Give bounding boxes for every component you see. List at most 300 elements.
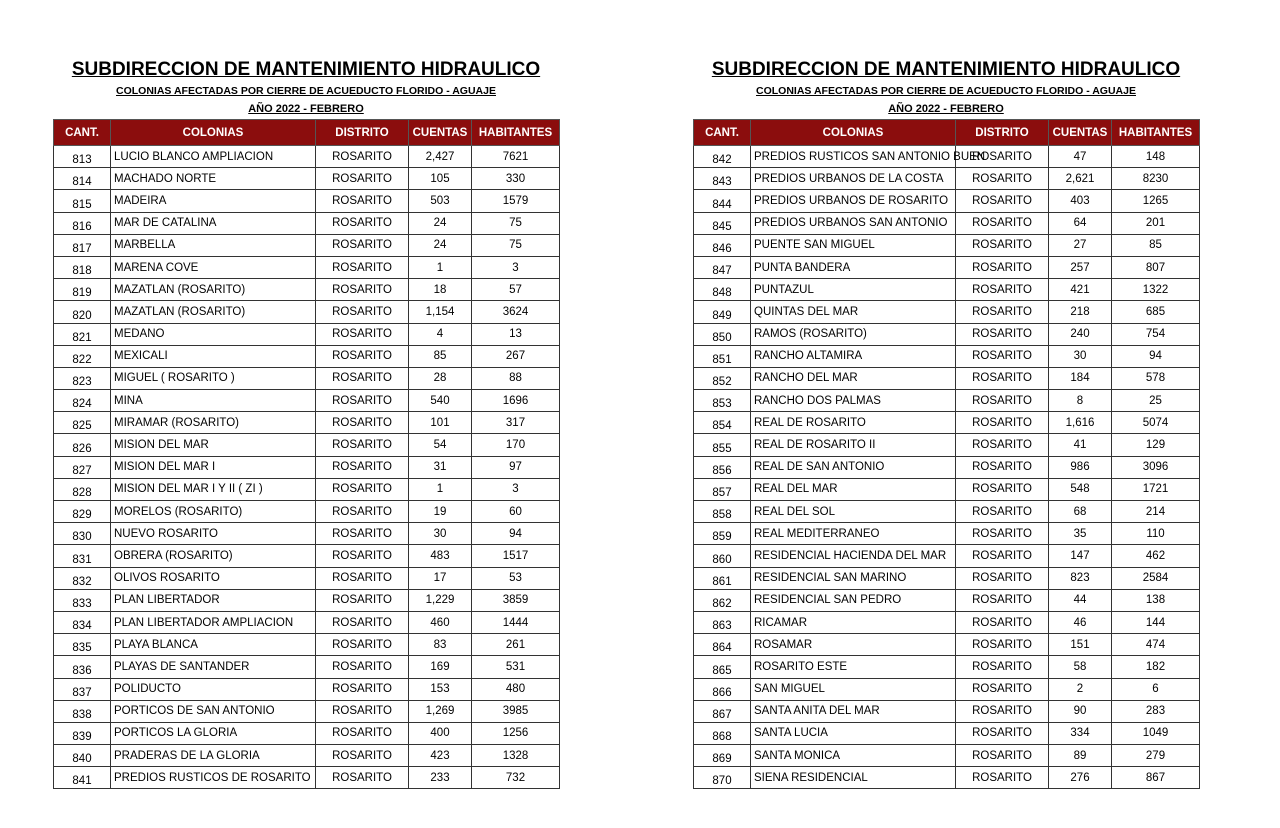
cell-distrito: ROSARITO	[316, 279, 409, 301]
table-row	[54, 634, 560, 656]
cell-habitantes: 279	[1112, 745, 1200, 767]
table-row	[694, 434, 1200, 456]
cell-cant: 855	[694, 434, 751, 456]
cell-distrito: ROSARITO	[956, 700, 1049, 722]
cell-cant: 862	[694, 589, 751, 611]
header-habitantes: HABITANTES	[1112, 120, 1200, 146]
cell-cant: 828	[54, 478, 111, 500]
cell-habitantes: 531	[472, 656, 560, 678]
table-row	[54, 501, 560, 523]
right-panel	[693, 58, 1199, 789]
cell-cuentas: 68	[1049, 501, 1112, 523]
table-row	[54, 412, 560, 434]
cell-distrito: ROSARITO	[316, 611, 409, 633]
cell-cuentas: 1,269	[409, 700, 472, 722]
cell-distrito: ROSARITO	[316, 767, 409, 789]
table-body	[54, 146, 560, 789]
cell-cant: 817	[54, 234, 111, 256]
table-row	[694, 456, 1200, 478]
table-row	[694, 611, 1200, 633]
cell-distrito: ROSARITO	[316, 589, 409, 611]
cell-habitantes: 88	[472, 367, 560, 389]
cell-cuentas: 24	[409, 234, 472, 256]
cell-colonia: REAL DE ROSARITO II	[751, 434, 956, 456]
cell-distrito: ROSARITO	[956, 212, 1049, 234]
cell-cuentas: 28	[409, 367, 472, 389]
table-row	[54, 700, 560, 722]
cell-cuentas: 83	[409, 634, 472, 656]
cell-colonia: SANTA ANITA DEL MAR	[751, 700, 956, 722]
cell-cuentas: 89	[1049, 745, 1112, 767]
table-row	[54, 301, 560, 323]
table-row	[694, 678, 1200, 700]
cell-habitantes: 25	[1112, 390, 1200, 412]
cell-distrito: ROSARITO	[956, 523, 1049, 545]
cell-habitantes: 148	[1112, 146, 1200, 168]
cell-distrito: ROSARITO	[316, 323, 409, 345]
table-row	[54, 656, 560, 678]
table-row	[694, 367, 1200, 389]
cell-habitantes: 3985	[472, 700, 560, 722]
table-row	[694, 168, 1200, 190]
cell-cuentas: 218	[1049, 301, 1112, 323]
header-cant: CANT.	[54, 120, 111, 146]
table-row	[54, 745, 560, 767]
cell-cuentas: 257	[1049, 256, 1112, 278]
cell-colonia: OBRERA (ROSARITO)	[111, 545, 316, 567]
table-row	[694, 478, 1200, 500]
cell-cuentas: 151	[1049, 634, 1112, 656]
header-colonias: COLONIAS	[751, 120, 956, 146]
cell-habitantes: 578	[1112, 367, 1200, 389]
cell-habitantes: 7621	[472, 146, 560, 168]
cell-distrito: ROSARITO	[956, 323, 1049, 345]
cell-distrito: ROSARITO	[316, 634, 409, 656]
cell-colonia: POLIDUCTO	[111, 678, 316, 700]
cell-colonia: SANTA MONICA	[751, 745, 956, 767]
cell-cuentas: 1	[409, 478, 472, 500]
cell-cant: 849	[694, 301, 751, 323]
cell-colonia: MEDANO	[111, 323, 316, 345]
cell-habitantes: 3624	[472, 301, 560, 323]
cell-cant: 845	[694, 212, 751, 234]
cell-colonia: MAZATLAN (ROSARITO)	[111, 301, 316, 323]
cell-distrito: ROSARITO	[956, 478, 1049, 500]
cell-cuentas: 147	[1049, 545, 1112, 567]
cell-cuentas: 1,154	[409, 301, 472, 323]
cell-habitantes: 1444	[472, 611, 560, 633]
year-label: AÑO 2022 - FEBRERO	[888, 103, 1004, 115]
cell-cant: 831	[54, 545, 111, 567]
header-colonias: COLONIAS	[111, 120, 316, 146]
cell-colonia: ROSAMAR	[751, 634, 956, 656]
cell-cuentas: 64	[1049, 212, 1112, 234]
cell-habitantes: 201	[1112, 212, 1200, 234]
table-row	[694, 745, 1200, 767]
cell-colonia: MISION DEL MAR I Y II ( ZI )	[111, 478, 316, 500]
cell-distrito: ROSARITO	[956, 234, 1049, 256]
cell-habitantes: 330	[472, 168, 560, 190]
cell-cant: 833	[54, 589, 111, 611]
table-row	[694, 501, 1200, 523]
cell-colonia: PLAYA BLANCA	[111, 634, 316, 656]
cell-cuentas: 105	[409, 168, 472, 190]
cell-habitantes: 462	[1112, 545, 1200, 567]
cell-habitantes: 53	[472, 567, 560, 589]
cell-habitantes: 170	[472, 434, 560, 456]
cell-habitantes: 1265	[1112, 190, 1200, 212]
cell-distrito: ROSARITO	[956, 367, 1049, 389]
cell-distrito: ROSARITO	[316, 501, 409, 523]
cell-colonia: ROSARITO ESTE	[751, 656, 956, 678]
cell-distrito: ROSARITO	[316, 434, 409, 456]
cell-colonia: PUNTA BANDERA	[751, 256, 956, 278]
cell-habitantes: 754	[1112, 323, 1200, 345]
cell-cant: 870	[694, 767, 751, 789]
table-row	[54, 678, 560, 700]
header-cuentas: CUENTAS	[1049, 120, 1112, 146]
cell-cant: 838	[54, 700, 111, 722]
cell-habitantes: 144	[1112, 611, 1200, 633]
cell-cant: 843	[694, 168, 751, 190]
cell-cant: 832	[54, 567, 111, 589]
cell-colonia: PREDIOS URBANOS DE ROSARITO	[751, 190, 956, 212]
cell-habitantes: 129	[1112, 434, 1200, 456]
cell-distrito: ROSARITO	[316, 367, 409, 389]
cell-habitantes: 732	[472, 767, 560, 789]
cell-cant: 836	[54, 656, 111, 678]
cell-cuentas: 169	[409, 656, 472, 678]
cell-colonia: MINA	[111, 390, 316, 412]
cell-cant: 837	[54, 678, 111, 700]
cell-habitantes: 85	[1112, 234, 1200, 256]
cell-colonia: REAL DE ROSARITO	[751, 412, 956, 434]
cell-distrito: ROSARITO	[956, 345, 1049, 367]
cell-colonia: PRADERAS DE LA GLORIA	[111, 745, 316, 767]
cell-habitantes: 60	[472, 501, 560, 523]
cell-cuentas: 1	[409, 256, 472, 278]
table-row	[54, 589, 560, 611]
table-row	[54, 611, 560, 633]
cell-cant: 866	[694, 678, 751, 700]
cell-distrito: ROSARITO	[956, 190, 1049, 212]
cell-cuentas: 460	[409, 611, 472, 633]
cell-colonia: MARBELLA	[111, 234, 316, 256]
table-row	[54, 367, 560, 389]
cell-colonia: MADEIRA	[111, 190, 316, 212]
table-row	[54, 434, 560, 456]
cell-habitantes: 1049	[1112, 722, 1200, 744]
cell-cuentas: 19	[409, 501, 472, 523]
cell-cuentas: 153	[409, 678, 472, 700]
cell-colonia: MORELOS (ROSARITO)	[111, 501, 316, 523]
cell-habitantes: 261	[472, 634, 560, 656]
cell-cuentas: 17	[409, 567, 472, 589]
table-row	[694, 722, 1200, 744]
cell-cant: 841	[54, 767, 111, 789]
cell-cuentas: 823	[1049, 567, 1112, 589]
cell-cuentas: 1,616	[1049, 412, 1112, 434]
cell-cuentas: 35	[1049, 523, 1112, 545]
cell-distrito: ROSARITO	[956, 567, 1049, 589]
page-title: SUBDIRECCION DE MANTENIMIENTO HIDRAULICO	[711, 59, 1181, 80]
cell-cant: 821	[54, 323, 111, 345]
cell-colonia: REAL DEL SOL	[751, 501, 956, 523]
cell-cuentas: 30	[409, 523, 472, 545]
cell-habitantes: 1696	[472, 390, 560, 412]
left-panel	[53, 58, 559, 789]
cell-habitantes: 685	[1112, 301, 1200, 323]
table-row	[54, 323, 560, 345]
table-row	[54, 190, 560, 212]
cell-distrito: ROSARITO	[956, 611, 1049, 633]
cell-cant: 818	[54, 256, 111, 278]
table-row	[694, 567, 1200, 589]
cell-cant: 840	[54, 745, 111, 767]
cell-habitantes: 807	[1112, 256, 1200, 278]
cell-colonia: PREDIOS URBANOS DE LA COSTA	[751, 168, 956, 190]
table-row	[694, 323, 1200, 345]
cell-cuentas: 30	[1049, 345, 1112, 367]
table-row	[694, 767, 1200, 789]
cell-cant: 816	[54, 212, 111, 234]
cell-distrito: ROSARITO	[956, 434, 1049, 456]
cell-habitantes: 2584	[1112, 567, 1200, 589]
cell-cant: 858	[694, 501, 751, 523]
colonias-table	[53, 119, 560, 789]
cell-colonia: MARENA COVE	[111, 256, 316, 278]
cell-cant: 815	[54, 190, 111, 212]
cell-cant: 842	[694, 146, 751, 168]
table-row	[694, 634, 1200, 656]
cell-colonia: REAL MEDITERRANEO	[751, 523, 956, 545]
cell-cant: 844	[694, 190, 751, 212]
cell-cuentas: 44	[1049, 589, 1112, 611]
header-distrito: DISTRITO	[316, 120, 409, 146]
table-row	[54, 279, 560, 301]
cell-cant: 847	[694, 256, 751, 278]
cell-distrito: ROSARITO	[956, 390, 1049, 412]
cell-colonia: REAL DE SAN ANTONIO	[751, 456, 956, 478]
cell-distrito: ROSARITO	[316, 567, 409, 589]
table-row	[694, 412, 1200, 434]
cell-distrito: ROSARITO	[316, 478, 409, 500]
cell-distrito: ROSARITO	[316, 234, 409, 256]
cell-colonia: NUEVO ROSARITO	[111, 523, 316, 545]
cell-colonia: MISION DEL MAR	[111, 434, 316, 456]
cell-colonia: RANCHO DEL MAR	[751, 367, 956, 389]
table-row	[54, 567, 560, 589]
cell-habitantes: 1256	[472, 722, 560, 744]
cell-cant: 867	[694, 700, 751, 722]
cell-colonia: SIENA RESIDENCIAL	[751, 767, 956, 789]
cell-colonia: MEXICALI	[111, 345, 316, 367]
cell-cuentas: 184	[1049, 367, 1112, 389]
page-subtitle: COLONIAS AFECTADAS POR CIERRE DE ACUEDUCTO FLORIDO - AGUAJE	[756, 85, 1136, 97]
cell-cant: 827	[54, 456, 111, 478]
cell-cant: 852	[694, 367, 751, 389]
cell-habitantes: 110	[1112, 523, 1200, 545]
cell-colonia: PUENTE SAN MIGUEL	[751, 234, 956, 256]
cell-distrito: ROSARITO	[956, 168, 1049, 190]
cell-distrito: ROSARITO	[956, 656, 1049, 678]
cell-distrito: ROSARITO	[316, 212, 409, 234]
cell-colonia: MACHADO NORTE	[111, 168, 316, 190]
cell-cuentas: 47	[1049, 146, 1112, 168]
cell-colonia: RESIDENCIAL HACIENDA DEL MAR	[751, 545, 956, 567]
table-row	[54, 523, 560, 545]
cell-habitantes: 13	[472, 323, 560, 345]
cell-cuentas: 503	[409, 190, 472, 212]
table-row	[694, 146, 1200, 168]
table-row	[54, 390, 560, 412]
cell-distrito: ROSARITO	[316, 545, 409, 567]
cell-colonia: SAN MIGUEL	[751, 678, 956, 700]
cell-habitantes: 138	[1112, 589, 1200, 611]
cell-cuentas: 46	[1049, 611, 1112, 633]
header-cuentas: CUENTAS	[409, 120, 472, 146]
table-row	[694, 345, 1200, 367]
cell-habitantes: 75	[472, 234, 560, 256]
cell-cuentas: 54	[409, 434, 472, 456]
cell-cuentas: 334	[1049, 722, 1112, 744]
cell-distrito: ROSARITO	[316, 456, 409, 478]
cell-cuentas: 27	[1049, 234, 1112, 256]
cell-distrito: ROSARITO	[316, 345, 409, 367]
cell-distrito: ROSARITO	[316, 390, 409, 412]
table-row	[54, 212, 560, 234]
cell-habitantes: 317	[472, 412, 560, 434]
cell-habitantes: 480	[472, 678, 560, 700]
table-row	[54, 545, 560, 567]
cell-habitantes: 214	[1112, 501, 1200, 523]
table-row	[54, 234, 560, 256]
cell-colonia: PREDIOS URBANOS SAN ANTONIO	[751, 212, 956, 234]
table-row	[694, 234, 1200, 256]
header-cant: CANT.	[694, 120, 751, 146]
cell-habitantes: 3	[472, 478, 560, 500]
cell-cuentas: 403	[1049, 190, 1112, 212]
table-body	[694, 146, 1200, 789]
cell-colonia: PREDIOS RUSTICOS DE ROSARITO	[111, 767, 316, 789]
table-header-row	[694, 120, 1200, 146]
cell-colonia: LUCIO BLANCO AMPLIACION	[111, 146, 316, 168]
cell-habitantes: 283	[1112, 700, 1200, 722]
cell-distrito: ROSARITO	[316, 301, 409, 323]
cell-habitantes: 1322	[1112, 279, 1200, 301]
cell-cant: 848	[694, 279, 751, 301]
cell-cant: 819	[54, 279, 111, 301]
cell-colonia: PORTICOS LA GLORIA	[111, 722, 316, 744]
cell-colonia: MIGUEL ( ROSARITO )	[111, 367, 316, 389]
cell-cant: 830	[54, 523, 111, 545]
table-row	[54, 345, 560, 367]
table-row	[54, 456, 560, 478]
cell-distrito: ROSARITO	[956, 256, 1049, 278]
cell-cant: 839	[54, 722, 111, 744]
cell-cant: 861	[694, 567, 751, 589]
cell-distrito: ROSARITO	[956, 412, 1049, 434]
cell-colonia: REAL DEL MAR	[751, 478, 956, 500]
cell-cant: 814	[54, 168, 111, 190]
cell-cant: 823	[54, 367, 111, 389]
cell-colonia: MAZATLAN (ROSARITO)	[111, 279, 316, 301]
cell-cant: 869	[694, 745, 751, 767]
cell-colonia: PREDIOS RUSTICOS SAN ANTONIO BUEN	[751, 146, 956, 168]
table-header-row	[54, 120, 560, 146]
table-row	[694, 700, 1200, 722]
colonias-table	[693, 119, 1200, 789]
cell-distrito: ROSARITO	[956, 767, 1049, 789]
table-row	[694, 190, 1200, 212]
cell-cant: 850	[694, 323, 751, 345]
cell-distrito: ROSARITO	[316, 678, 409, 700]
cell-distrito: ROSARITO	[956, 589, 1049, 611]
cell-distrito: ROSARITO	[956, 146, 1049, 168]
cell-distrito: ROSARITO	[316, 168, 409, 190]
cell-colonia: PLAN LIBERTADOR AMPLIACION	[111, 611, 316, 633]
cell-habitantes: 182	[1112, 656, 1200, 678]
cell-cuentas: 41	[1049, 434, 1112, 456]
page-title: SUBDIRECCION DE MANTENIMIENTO HIDRAULICO	[71, 59, 541, 80]
cell-colonia: PLAN LIBERTADOR	[111, 589, 316, 611]
cell-cant: 846	[694, 234, 751, 256]
table-row	[694, 656, 1200, 678]
cell-distrito: ROSARITO	[956, 456, 1049, 478]
cell-cuentas: 483	[409, 545, 472, 567]
cell-cuentas: 101	[409, 412, 472, 434]
cell-cant: 863	[694, 611, 751, 633]
cell-cant: 825	[54, 412, 111, 434]
cell-habitantes: 1517	[472, 545, 560, 567]
cell-distrito: ROSARITO	[956, 722, 1049, 744]
cell-cant: 826	[54, 434, 111, 456]
year-label: AÑO 2022 - FEBRERO	[248, 103, 364, 115]
cell-cant: 822	[54, 345, 111, 367]
cell-cuentas: 58	[1049, 656, 1112, 678]
cell-distrito: ROSARITO	[316, 523, 409, 545]
cell-cuentas: 2,427	[409, 146, 472, 168]
cell-habitantes: 867	[1112, 767, 1200, 789]
cell-cuentas: 548	[1049, 478, 1112, 500]
cell-habitantes: 5074	[1112, 412, 1200, 434]
table-row	[694, 589, 1200, 611]
cell-cuentas: 31	[409, 456, 472, 478]
cell-habitantes: 1721	[1112, 478, 1200, 500]
table-row	[694, 279, 1200, 301]
cell-colonia: RICAMAR	[751, 611, 956, 633]
cell-distrito: ROSARITO	[956, 745, 1049, 767]
cell-habitantes: 6	[1112, 678, 1200, 700]
table-row	[694, 545, 1200, 567]
cell-habitantes: 3859	[472, 589, 560, 611]
cell-distrito: ROSARITO	[316, 412, 409, 434]
cell-cant: 829	[54, 501, 111, 523]
cell-distrito: ROSARITO	[956, 678, 1049, 700]
cell-cant: 834	[54, 611, 111, 633]
cell-colonia: PORTICOS DE SAN ANTONIO	[111, 700, 316, 722]
table-row	[54, 767, 560, 789]
table-row	[54, 478, 560, 500]
table-row	[54, 146, 560, 168]
cell-colonia: SANTA LUCIA	[751, 722, 956, 744]
cell-cuentas: 540	[409, 390, 472, 412]
cell-habitantes: 8230	[1112, 168, 1200, 190]
cell-distrito: ROSARITO	[956, 279, 1049, 301]
cell-colonia: RANCHO ALTAMIRA	[751, 345, 956, 367]
cell-cant: 854	[694, 412, 751, 434]
cell-cuentas: 233	[409, 767, 472, 789]
